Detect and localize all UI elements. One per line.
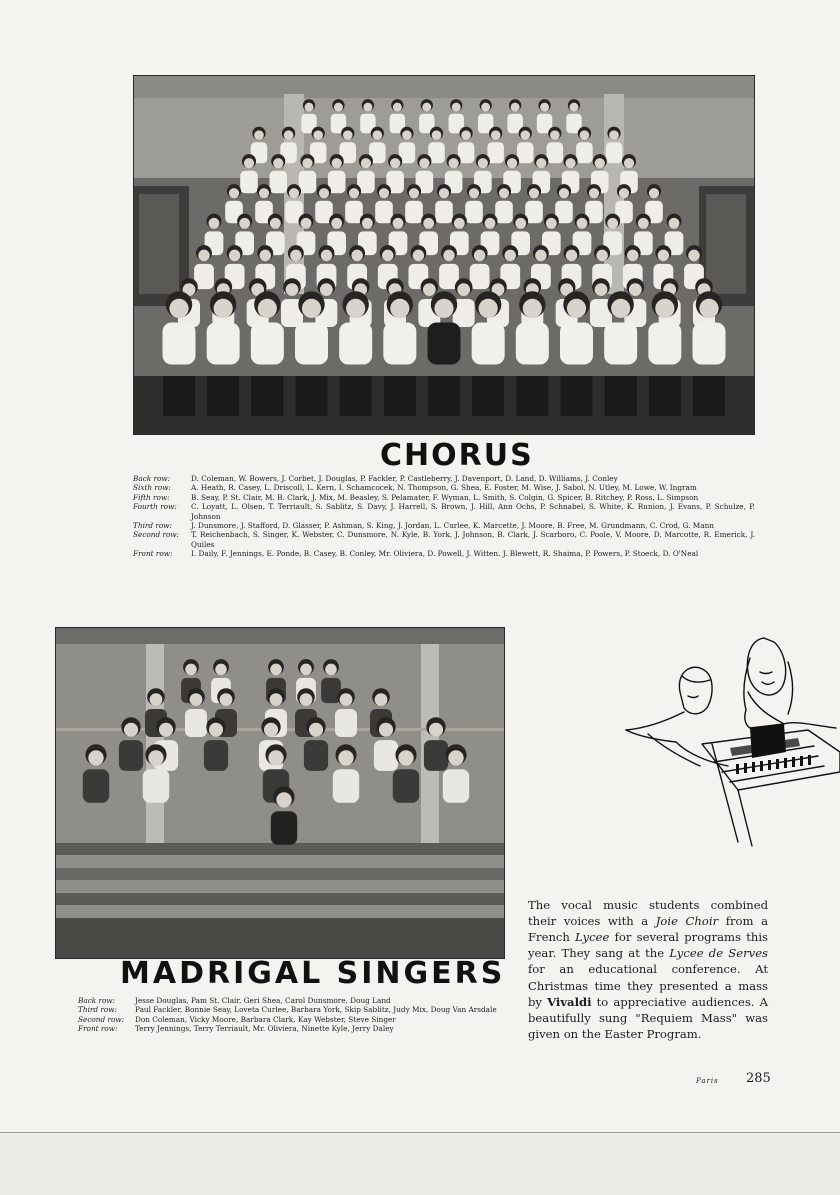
caption-text: for an educational conference. At Christmas time they presented a mass by — [528, 962, 768, 1009]
madrigal-row — [78, 1005, 508, 1014]
chorus-row — [133, 530, 755, 549]
chorus-row — [133, 502, 755, 521]
row-names: Paul Fackler, Bonnie Seay, Loveta Curlee, Barbara York, Skip Sablitz, Judy Mix, Doug Van Arsdale — [135, 1005, 497, 1015]
footer-section-label: Paris — [696, 1077, 719, 1085]
caption-emphasis: Lycee de Serves — [669, 946, 769, 961]
madrigal-photo — [55, 627, 505, 959]
caption-paragraph — [528, 897, 768, 1043]
piano-sketch-illustration — [618, 632, 840, 850]
caption-bold: Vivaldi — [547, 994, 592, 1009]
under-page — [0, 1134, 840, 1195]
row-label: Front row: — [78, 1024, 118, 1034]
row-label: Back row: — [78, 996, 116, 1005]
caption-text: for several programs this year. They sang at the — [528, 930, 768, 961]
row-names: B. Seay, P. St. Clair, M. B. Clark, J. Mix, M. Beasley, S. Pelamater, F. Wyman, L. Smith, S. Colgin, G. Spicer, B. Ritchey, P. Ross, L. Simpson — [191, 492, 699, 502]
row-names: I. Daily, F. Jennings, E. Ponde, B. Casey, B. Conley, Mr. Oliviera, D. Powell, J. Witten, J. Blewett, R. Shaima, P. Powers, P. Stoeck, D. O'Neal — [191, 549, 699, 559]
row-names: D. Coleman, W. Bowers, J. Corbet, J. Douglas, P. Fackler, P. Castleberry, J. Davenport, D. Land, D. Williams, J. Conley — [191, 474, 618, 483]
chorus-row — [133, 483, 755, 492]
row-label: Second row: — [78, 1014, 125, 1024]
chorus-row — [133, 549, 755, 558]
row-names: Terry Jennings, Terry Terriault, Mr. Oliviera, Ninette Kyle, Jerry Daley — [135, 1024, 394, 1034]
row-label: Back row: — [133, 474, 171, 483]
chorus-row — [133, 493, 755, 502]
row-names: Don Coleman, Vicky Moore, Barbara Clark, Kay Webster, Steve Singer — [135, 1014, 396, 1024]
page-edge — [0, 1132, 840, 1133]
chorus-row-listing — [133, 474, 755, 559]
row-label: Fourth row: — [133, 502, 177, 512]
madrigal-title: MADRIGAL SINGERS — [120, 956, 506, 991]
madrigal-row — [78, 996, 508, 1005]
row-names: Jesse Douglas, Pam St. Clair, Geri Shea, Carol Dunsmore, Doug Land — [135, 996, 391, 1005]
row-names: T. Reichenbach, S. Singer, K. Webster, C. Dunsmore, N. Kyle, B. York, J. Johnson, B. Clark, J. Scarboro, C. Poole, V. Moore, D. Marcotte, R. Emerick, J. Quiles — [191, 530, 755, 549]
madrigal-row-listing — [78, 996, 508, 1034]
chorus-title: CHORUS — [380, 438, 534, 473]
chorus-photo — [133, 75, 755, 435]
caption-text: The vocal music students combined their voices with a — [528, 897, 768, 928]
row-names: A. Heath, R. Casey, L. Driscoll, L. Kern, I. Schamcocek, N. Thompson, G. Shea, E. Foster, M. Wise, J. Sabol, N. Utley, M. Lowe, W. Ingram — [191, 483, 697, 493]
madrigal-row — [78, 1024, 508, 1033]
row-label: Fifth row: — [133, 492, 170, 502]
row-names: J. Dunsmore, J. Stafford, D. Glasser, P. Ashman, S. King, J. Jordan, L. Curlee, K. Marcette, J. Moore, B. Free, M. Grundmann, C. Crod, G. Mann — [191, 521, 714, 531]
row-label: Third row: — [78, 1005, 117, 1015]
madrigal-photo-image — [56, 628, 504, 958]
row-label: Front row: — [133, 549, 173, 559]
caption-emphasis: Lycee — [575, 930, 610, 944]
row-label: Third row: — [133, 521, 172, 531]
page-number: 285 — [746, 1071, 771, 1086]
caption-text: to appreciative audiences. A beautifully sung "Requiem Mass" was given on the Easter Program. — [528, 994, 768, 1042]
chorus-row — [133, 474, 755, 483]
row-label: Sixth row: — [133, 483, 171, 493]
chorus-row — [133, 521, 755, 530]
caption-emphasis: Joie Choir — [655, 913, 719, 928]
madrigal-row — [78, 1015, 508, 1024]
chorus-photo-image — [134, 76, 754, 434]
caption-text: from a French — [528, 913, 768, 944]
row-names: C. Loyatt, L. Olsen, T. Terriault, S. Sablitz, S. Davy, J. Harrell, S. Brown, J. Hill, Ann Ochs, P. Schnabel, S. White, K. Runion, J. Evans, P. Schulze, P. Johnson — [191, 502, 755, 521]
row-label: Second row: — [133, 530, 180, 540]
